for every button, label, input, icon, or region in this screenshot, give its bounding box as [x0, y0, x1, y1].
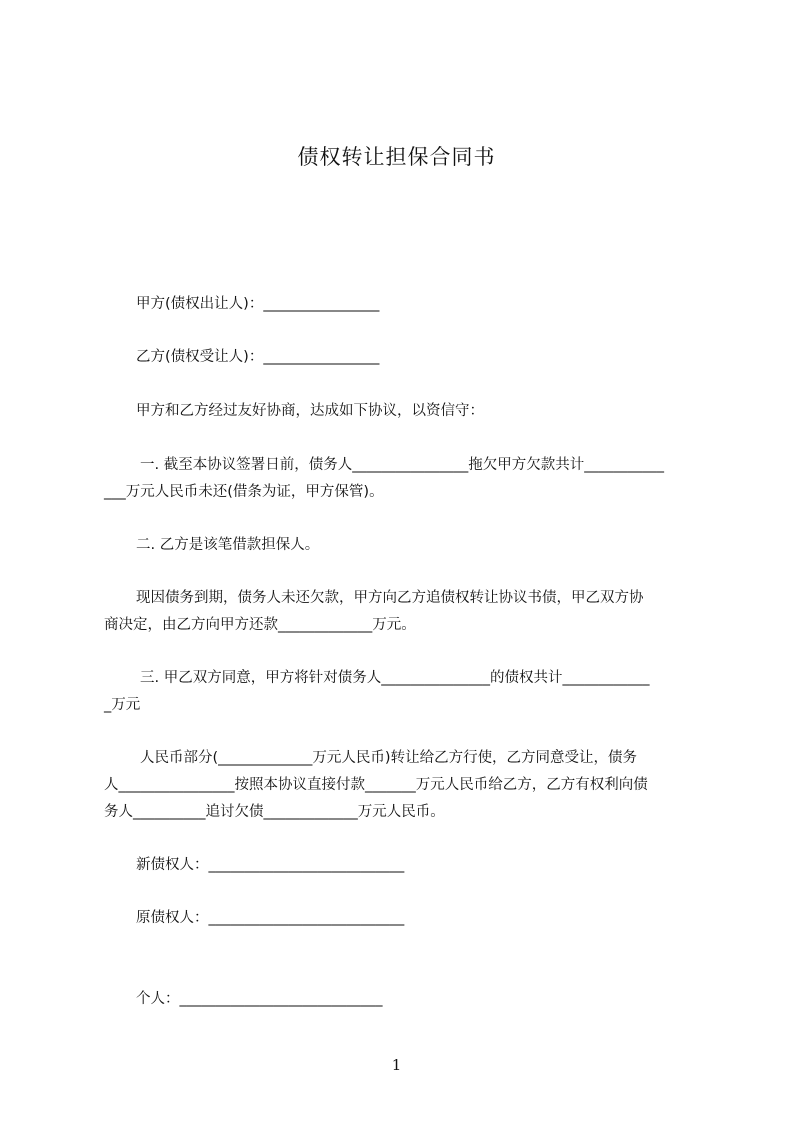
document-title: 债权转让担保合同书 — [297, 145, 496, 169]
party-b-line: 乙方(债权受让人)：________________ — [136, 349, 380, 365]
clause-2-line: 二. 乙方是该笔借款担保人。 — [136, 537, 320, 553]
transfer-line-2: 人________________按照本协议直接付款_______万元人民币给乙方，乙方有权利向债 — [104, 777, 648, 793]
original-creditor-line: 原债权人：___________________________ — [136, 910, 405, 926]
transfer-line-3: 务人__________追讨欠债_____________万元人民币。 — [104, 804, 445, 820]
intro-line: 甲方和乙方经过友好协商，达成如下协议，以资信守： — [136, 403, 484, 419]
clause-3-line-2: _万元 — [104, 697, 141, 713]
new-creditor-line: 新债权人：___________________________ — [136, 857, 405, 873]
clause-1-line-1: 一. 截至本协议签署日前，债务人________________拖欠甲方欠款共计___________ — [140, 457, 664, 473]
clause-1-line-2: ___万元人民币未还(借条为证，甲方保管)。 — [104, 484, 384, 500]
individual-line: 个人：____________________________ — [136, 991, 383, 1007]
clause-2-detail-line-1: 现因债务到期，债务人未还欠款，甲方向乙方追债权转让协议书债，甲乙双方协 — [136, 590, 644, 606]
clause-2-detail-line-2: 商决定，由乙方向甲方还款_____________万元。 — [104, 617, 416, 633]
page-number: 1 — [391, 1056, 402, 1074]
transfer-line-1: 人民币部分(_____________万元人民币)转让给乙方行使，乙方同意受让，债务 — [140, 750, 638, 766]
clause-3-line-1: 三. 甲乙双方同意，甲方将针对债务人_______________的债权共计____________ — [140, 670, 650, 686]
party-a-line: 甲方(债权出让人)：________________ — [136, 296, 380, 312]
